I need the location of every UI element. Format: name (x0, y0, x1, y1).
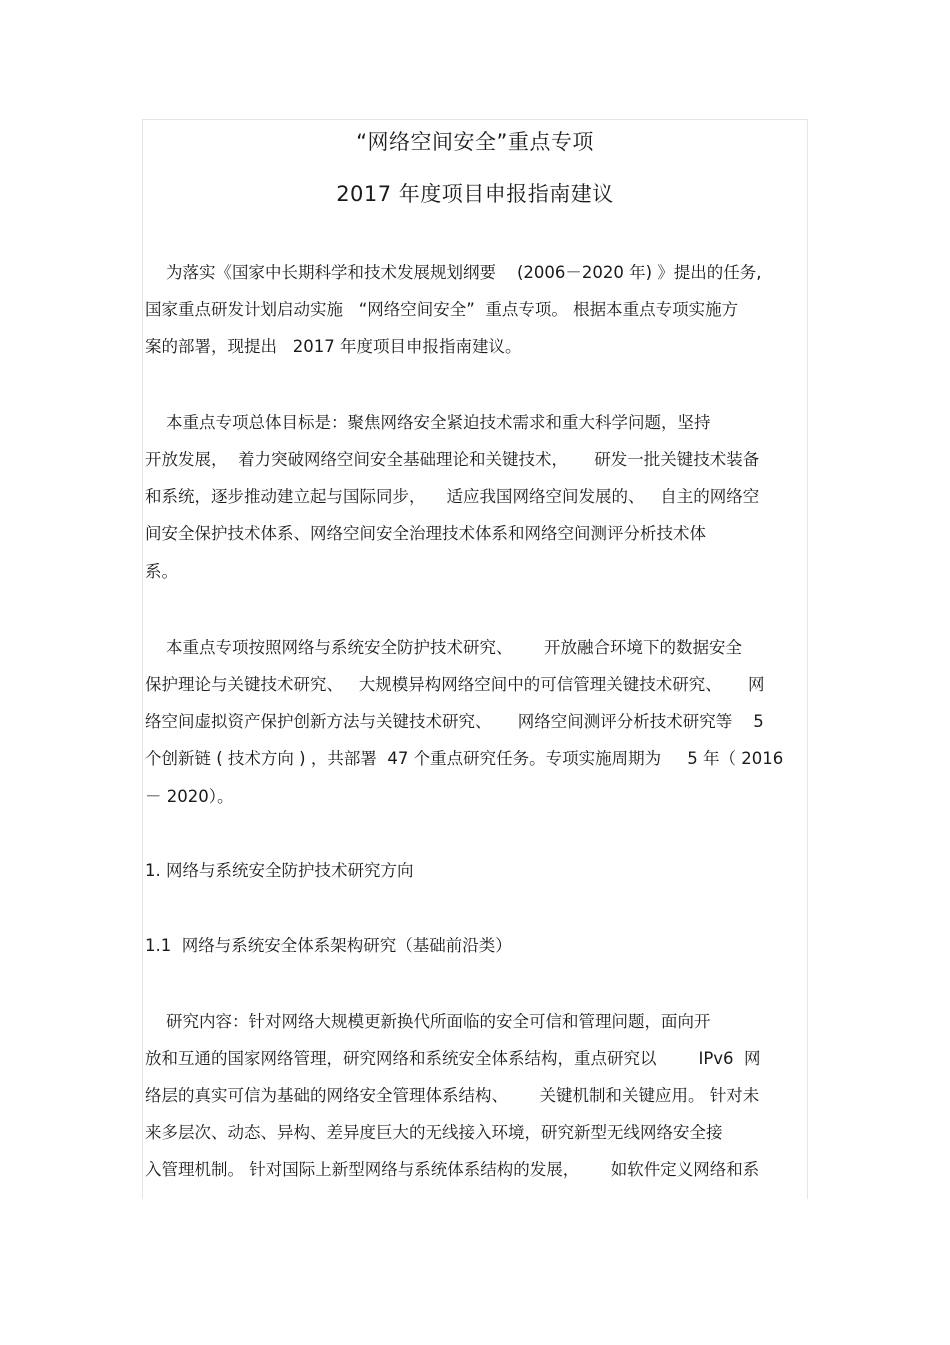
paragraph-scope-line: － 2020）。 (145, 787, 234, 806)
paragraph-intro-line: 国家重点研发计划启动实施 “网络空间安全” 重点专项。 根据本重点专项实施方 (145, 300, 739, 319)
paragraph-scope-line: 络空间虚拟资产保护创新方法与关键技术研究、 网络空间测评分析技术研究等 5 (145, 712, 764, 731)
document-title: “网络空间安全”重点专项 (356, 130, 594, 154)
paragraph-research-line: 来多层次、动态、异构、差异度巨大的无线接入环境，研究新型无线网络安全接 (145, 1123, 723, 1142)
paragraph-goal-line: 和系统，逐步推动建立起与国际同步， 适应我国网络空间发展的、 自主的网络空 (145, 487, 760, 506)
paragraph-scope-line: 本重点专项按照网络与系统安全防护技术研究、 开放融合环境下的数据安全 (145, 638, 742, 657)
paragraph-goal-line: 系。 (145, 562, 178, 581)
paragraph-goal-line: 开放发展， 着力突破网络空间安全基础理论和关键技术， 研发一批关键技术装备 (145, 450, 760, 469)
paragraph-goal-line: 本重点专项总体目标是：聚焦网络安全紧迫技术需求和重大科学问题，坚持 (145, 413, 711, 432)
paragraph-research-line: 入管理机制。 针对国际上新型网络与系统体系结构的发展， 如软件定义网络和系 (145, 1160, 760, 1179)
paragraph-research-line: 放和互通的国家网络管理，研究网络和系统安全体系结构，重点研究以 IPv6 网 (145, 1049, 761, 1068)
paragraph-goal-line: 间安全保护技术体系、网络空间安全治理技术体系和网络空间测评分析技术体 (145, 524, 706, 543)
subsection-heading: 1.1 网络与系统安全体系架构研究（基础前沿类） (145, 936, 512, 955)
paragraph-intro-line: 案的部署，现提出 2017 年度项目申报指南建议。 (145, 337, 522, 356)
paragraph-intro-line: 为落实《国家中长期科学和技术发展规划纲要 (2006－2020 年) 》提出的任务, (145, 263, 762, 282)
section-heading: 1. 网络与系统安全防护技术研究方向 (145, 861, 414, 880)
document-subtitle: 2017 年度项目申报指南建议 (336, 182, 614, 206)
paragraph-research-line: 研究内容：针对网络大规模更新换代所面临的安全可信和管理问题，面向开 (145, 1012, 711, 1031)
paragraph-scope-line: 个创新链 ( 技术方向 ) ，共部署 47 个重点研究任务。专项实施周期为 5 年（ 2016 (145, 749, 784, 768)
paragraph-research-line: 络层的真实可信为基础的网络安全管理体系结构、 关键机制和关键应用。 针对未 (145, 1086, 760, 1105)
paragraph-scope-line: 保护理论与关键技术研究、 大规模异构网络空间中的可信管理关键技术研究、 网 (145, 675, 765, 694)
